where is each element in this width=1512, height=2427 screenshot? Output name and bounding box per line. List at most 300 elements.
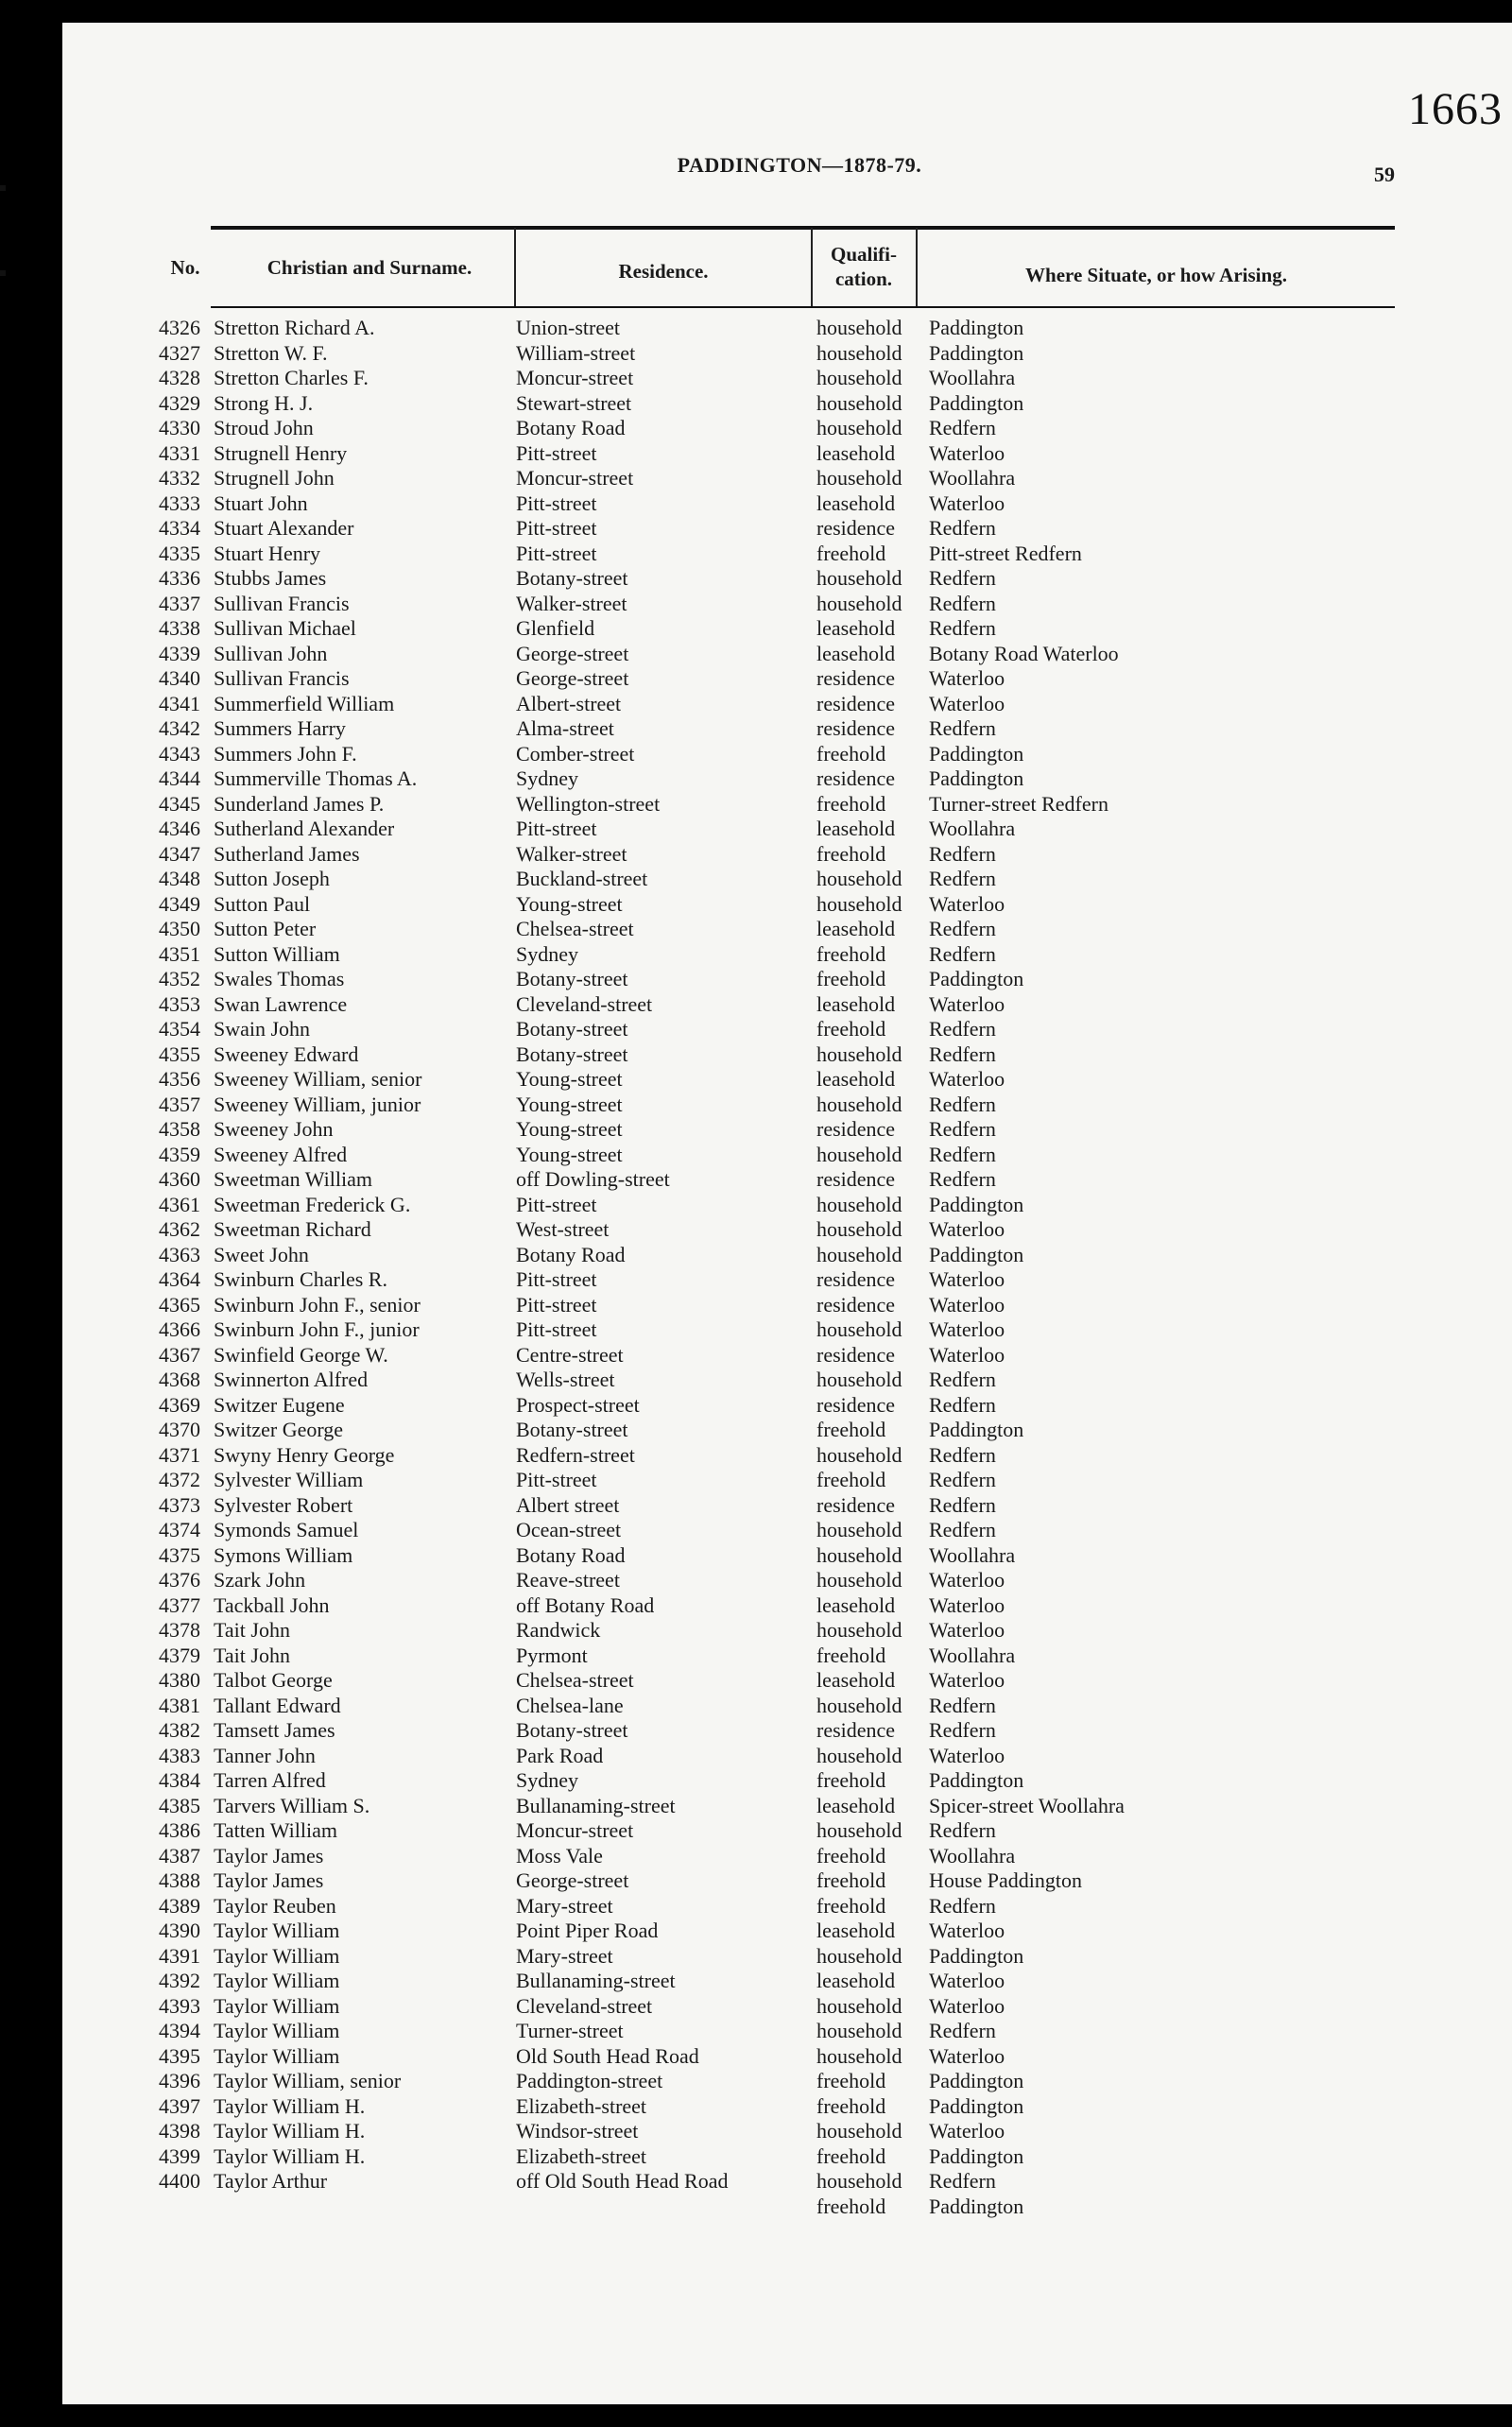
elector-name: Swinburn John F., senior <box>214 1292 421 1317</box>
elector-name: Swinfield George W. <box>214 1342 388 1367</box>
residence: Botany Road <box>516 1242 626 1266</box>
qualification: household <box>816 591 902 615</box>
list-item <box>62 1317 1512 1343</box>
elector-name: Stuart John <box>214 491 308 515</box>
elector-name: Sullivan Francis <box>214 591 350 615</box>
elector-name: Tarren Alfred <box>214 1768 326 1792</box>
where-situate: Redfern <box>929 867 996 890</box>
list-item <box>62 1093 1512 1118</box>
where-situate: Waterloo <box>929 691 1005 715</box>
where-situate: Redfern <box>929 1117 996 1141</box>
elector-name: Sutherland Alexander <box>214 817 395 840</box>
residence: Young-street <box>516 1067 623 1091</box>
elector-name: Sweeney Edward <box>214 1041 359 1066</box>
qualification: household <box>816 416 902 439</box>
residence: Pitt-street <box>516 440 597 465</box>
residence: Pitt-street <box>516 1468 597 1491</box>
qualification: freehold <box>816 1017 886 1041</box>
qualification: freehold <box>816 2093 886 2118</box>
residence: Moncur-street <box>516 466 634 490</box>
qualification: household <box>816 1743 902 1767</box>
where-situate: Redfern <box>929 1442 996 1467</box>
entry-number: 4347 <box>159 841 200 866</box>
residence: Young-street <box>516 1142 623 1166</box>
residence: Sydney <box>516 1768 578 1792</box>
qualification: household <box>816 1442 902 1467</box>
qualification: residence <box>816 691 896 715</box>
elector-name: Summerfield William <box>214 691 395 715</box>
list-item <box>62 1794 1512 1819</box>
entry-number: 4376 <box>159 1568 200 1592</box>
qualification: household <box>816 466 902 490</box>
qualification: household <box>816 366 902 389</box>
qualification: freehold <box>816 541 886 565</box>
entry-number: 4373 <box>159 1492 200 1517</box>
list-item <box>62 1193 1512 1218</box>
residence: Prospect-street <box>516 1392 640 1417</box>
qualification: freehold <box>816 1868 886 1892</box>
entry-number: 4358 <box>159 1117 200 1141</box>
elector-name: Strugnell John <box>214 466 335 490</box>
elector-name: Swan Lawrence <box>214 991 348 1016</box>
entry-number: 4369 <box>159 1392 200 1417</box>
list-item <box>62 716 1512 742</box>
entry-number: 4333 <box>159 491 200 515</box>
page-number: 59 <box>1374 163 1395 186</box>
qualification: freehold <box>816 2069 886 2092</box>
where-situate: Waterloo <box>929 1267 1005 1291</box>
list-item <box>62 2094 1512 2120</box>
list-item <box>62 1718 1512 1744</box>
where-situate: Paddington <box>929 1418 1024 1441</box>
where-situate: Waterloo <box>929 440 1005 465</box>
qualification: household <box>816 867 902 890</box>
where-situate: Paddington <box>929 967 1024 990</box>
list-item <box>62 892 1512 918</box>
elector-name: Switzer George <box>214 1418 344 1441</box>
list-item <box>62 316 1512 341</box>
list-item <box>62 1668 1512 1694</box>
list-item <box>62 566 1512 592</box>
where-situate: Redfern <box>929 1518 996 1541</box>
list-item <box>62 1593 1512 1619</box>
where-situate: Redfern <box>929 591 996 615</box>
margin-mark <box>0 185 6 191</box>
list-item <box>62 1644 1512 1669</box>
residence: Pitt-street <box>516 1292 597 1317</box>
where-situate: Redfern <box>929 716 996 740</box>
entry-number: 4361 <box>159 1192 200 1216</box>
residence: Pitt-street <box>516 1317 597 1341</box>
entry-number: 4336 <box>159 566 200 590</box>
qualification: residence <box>816 516 896 540</box>
elector-name: Tamsett James <box>214 1718 335 1742</box>
where-situate: Paddington <box>929 1943 1024 1968</box>
qualification: freehold <box>816 741 886 766</box>
qualification: residence <box>816 1292 896 1317</box>
list-item <box>62 1568 1512 1593</box>
entry-number: 4328 <box>159 366 200 389</box>
elector-name: Symons William <box>214 1542 353 1567</box>
residence: Point Piper Road <box>516 1919 659 1942</box>
list-item <box>62 1067 1512 1093</box>
elector-name: Taylor William <box>214 2019 340 2042</box>
residence: Sydney <box>516 766 578 790</box>
where-situate: Redfern <box>929 1041 996 1066</box>
stamp-number: 1663 <box>1408 84 1503 134</box>
elector-name: Sweeney William, junior <box>214 1092 421 1116</box>
where-situate: Redfern <box>929 1718 996 1742</box>
entry-number: 4381 <box>159 1693 200 1717</box>
entry-number: 4362 <box>159 1217 200 1241</box>
list-item <box>62 416 1512 441</box>
where-situate: Waterloo <box>929 991 1005 1016</box>
qualification: residence <box>816 1718 896 1742</box>
where-situate: Redfern <box>929 841 996 866</box>
where-situate: Woollahra <box>929 817 1016 840</box>
qualification: freehold <box>816 967 886 990</box>
elector-name: Sullivan John <box>214 641 328 665</box>
entry-number: 4343 <box>159 741 200 766</box>
qualification: household <box>816 1818 902 1842</box>
qualification: leasehold <box>816 1067 896 1091</box>
list-item <box>62 1944 1512 1970</box>
where-situate: Redfern <box>929 1167 996 1191</box>
entry-number: 4378 <box>159 1618 200 1642</box>
entry-number: 4338 <box>159 616 200 640</box>
entry-number: 4384 <box>159 1768 200 1792</box>
residence: Alma-street <box>516 716 614 740</box>
entry-number: 4330 <box>159 416 200 439</box>
list-item <box>62 1994 1512 2020</box>
elector-name: Switzer Eugene <box>214 1392 345 1417</box>
where-situate: Paddington <box>929 1768 1024 1792</box>
elector-name: Summerville Thomas A. <box>214 766 418 790</box>
residence: Botany Road <box>516 416 626 439</box>
entry-number: 4382 <box>159 1718 200 1742</box>
elector-name: Tait John <box>214 1618 290 1642</box>
qualification: residence <box>816 1267 896 1291</box>
where-situate: Waterloo <box>929 1668 1005 1692</box>
where-situate: Waterloo <box>929 1217 1005 1241</box>
where-situate: Redfern <box>929 416 996 439</box>
list-item <box>62 1418 1512 1443</box>
residence: Walker-street <box>516 841 627 866</box>
residence: Elizabeth-street <box>516 2143 647 2168</box>
where-situate: Redfern <box>929 1392 996 1417</box>
elector-name: Sweetman William <box>214 1167 372 1191</box>
entry-number: 4385 <box>159 1793 200 1817</box>
where-situate: Waterloo <box>929 2119 1005 2143</box>
residence: Stewart-street <box>516 390 632 415</box>
where-situate: Waterloo <box>929 1919 1005 1942</box>
residence: off Old South Head Road <box>516 2169 729 2193</box>
header-name: Christian and Surname. <box>266 256 472 279</box>
elector-name: Summers John F. <box>214 741 357 766</box>
entry-number: 4386 <box>159 1818 200 1842</box>
residence: Redfern-street <box>516 1442 635 1467</box>
residence: Mary-street <box>516 1943 613 1968</box>
list-item <box>62 2144 1512 2170</box>
list-item <box>62 1744 1512 1769</box>
qualification: leasehold <box>816 1793 896 1817</box>
qualification: leasehold <box>816 641 896 665</box>
residence: Young-street <box>516 1117 623 1141</box>
entry-number: 4346 <box>159 817 200 840</box>
entry-number: 4380 <box>159 1668 200 1692</box>
entry-number: 4350 <box>159 917 200 940</box>
where-situate: Waterloo <box>929 1743 1005 1767</box>
qualification: household <box>816 2043 902 2068</box>
entry-number: 4340 <box>159 666 200 690</box>
residence: Albert street <box>516 1492 620 1517</box>
list-item <box>62 1818 1512 1844</box>
entry-number: 4367 <box>159 1342 200 1367</box>
qualification: household <box>816 390 902 415</box>
header-qualification: Qualifi- cation. <box>830 243 897 290</box>
elector-name: Sunderland James P. <box>214 791 385 816</box>
entry-number: 4337 <box>159 591 200 615</box>
elector-name: Taylor James <box>214 1868 324 1892</box>
list-item <box>62 1868 1512 1894</box>
qualification: freehold <box>816 791 886 816</box>
elector-name: Swales Thomas <box>214 967 345 990</box>
entry-number: 4357 <box>159 1092 200 1116</box>
list-item <box>62 1468 1512 1493</box>
elector-name: Taylor William <box>214 1969 340 1992</box>
elector-name: Swinburn John F., junior <box>214 1317 420 1341</box>
entry-number: 4329 <box>159 390 200 415</box>
elector-name: Tatten William <box>214 1818 337 1842</box>
list-item <box>62 616 1512 642</box>
residence: Turner-street <box>516 2019 624 2042</box>
elector-name: Sweetman Richard <box>214 1217 371 1241</box>
list-item <box>62 1217 1512 1243</box>
residence: Bullanaming-street <box>516 1969 676 1992</box>
qualification: residence <box>816 1167 896 1191</box>
residence: Moncur-street <box>516 366 634 389</box>
residence: Bullanaming-street <box>516 1793 676 1817</box>
elector-name: Stubbs James <box>214 566 327 590</box>
list-item <box>62 391 1512 417</box>
qualification: leasehold <box>816 616 896 640</box>
residence: Botany Road <box>516 1542 626 1567</box>
entry-number: 4365 <box>159 1292 200 1317</box>
qualification: freehold <box>816 841 886 866</box>
elector-name: Swinnerton Alfred <box>214 1368 369 1391</box>
residence: Comber-street <box>516 741 635 766</box>
elector-name: Symonds Samuel <box>214 1518 359 1541</box>
residence: Young-street <box>516 1092 623 1116</box>
list-item <box>62 1267 1512 1293</box>
qualification: household <box>816 1242 902 1266</box>
residence: Botany-street <box>516 1017 628 1041</box>
list-item <box>62 2069 1512 2094</box>
list-item <box>62 2044 1512 2070</box>
where-situate: Woollahra <box>929 1542 1016 1567</box>
list-item <box>62 817 1512 842</box>
where-situate: Woollahra <box>929 1643 1016 1667</box>
list-item <box>62 792 1512 818</box>
residence: Mary-street <box>516 1893 613 1918</box>
where-situate: Paddington <box>929 2069 1024 2092</box>
where-situate: Redfern <box>929 2019 996 2042</box>
elector-name: Stuart Alexander <box>214 516 354 540</box>
where-situate: Redfern <box>929 516 996 540</box>
entry-number: 4389 <box>159 1893 200 1918</box>
residence: Pitt-street <box>516 1267 597 1291</box>
residence: Cleveland-street <box>516 1993 653 2018</box>
qualification: household <box>816 316 902 339</box>
where-situate: Turner-street Redfern <box>929 791 1108 816</box>
where-situate: Redfern <box>929 616 996 640</box>
qualification: household <box>816 1993 902 2018</box>
entry-number: 4334 <box>159 516 200 540</box>
margin-mark <box>0 270 6 276</box>
list-item <box>62 1844 1512 1869</box>
residence: Sydney <box>516 941 578 966</box>
list-item <box>62 666 1512 692</box>
residence: Glenfield <box>516 616 595 640</box>
list-item <box>62 366 1512 391</box>
residence: Botany-street <box>516 1418 628 1441</box>
page-title: PADDINGTON—1878-79. <box>677 153 922 177</box>
entry-number: 4364 <box>159 1267 200 1291</box>
qualification: leasehold <box>816 817 896 840</box>
entry-number: 4335 <box>159 541 200 565</box>
elector-name: Stretton W. F. <box>214 340 328 365</box>
qualification: household <box>816 1943 902 1968</box>
residence: Union-street <box>516 316 620 339</box>
where-situate: Redfern <box>929 566 996 590</box>
where-situate: Waterloo <box>929 1292 1005 1317</box>
where-situate: Woollahra <box>929 366 1016 389</box>
entry-number: 4342 <box>159 716 200 740</box>
header-top-rule <box>211 226 1395 230</box>
where-situate: Redfern <box>929 1492 996 1517</box>
qualification: household <box>816 2019 902 2042</box>
elector-name: Taylor William <box>214 1919 340 1942</box>
qualification: leasehold <box>816 1668 896 1692</box>
residence: Wellington-street <box>516 791 661 816</box>
entry-number: 4374 <box>159 1518 200 1541</box>
elector-name: Taylor William H. <box>214 2143 366 2168</box>
list-item <box>62 1543 1512 1569</box>
list-item <box>62 2169 1512 2195</box>
elector-name: Tallant Edward <box>214 1693 341 1717</box>
where-situate: Redfern <box>929 1142 996 1166</box>
list-item <box>62 1969 1512 1994</box>
where-situate: Botany Road Waterloo <box>929 641 1119 665</box>
elector-name: Taylor William <box>214 1993 340 2018</box>
elector-name: Summers Harry <box>214 716 346 740</box>
entry-number: 4366 <box>159 1317 200 1341</box>
qualification: freehold <box>816 941 886 966</box>
elector-name: Strong H. J. <box>214 390 314 415</box>
list-item <box>62 1618 1512 1644</box>
header-bottom-rule <box>211 306 1395 308</box>
list-item <box>62 542 1512 567</box>
entry-number: 4375 <box>159 1542 200 1567</box>
where-situate: Paddington <box>929 1192 1024 1216</box>
entry-number: 4372 <box>159 1468 200 1491</box>
list-item <box>62 1243 1512 1268</box>
entry-number: 4400 <box>159 2169 200 2193</box>
elector-name: Sutton Joseph <box>214 867 330 890</box>
where-situate: Pitt-street Redfern <box>929 541 1082 565</box>
qualification: household <box>816 1041 902 1066</box>
residence: Ocean-street <box>516 1518 622 1541</box>
elector-name: Sutton Paul <box>214 891 311 916</box>
entry-number: 4344 <box>159 766 200 790</box>
qualification: freehold <box>816 2194 886 2218</box>
entry-number: 4395 <box>159 2043 200 2068</box>
qualification: freehold <box>816 1843 886 1868</box>
qualification: freehold <box>816 2143 886 2168</box>
residence: Buckland-street <box>516 867 648 890</box>
elector-name: Sweeney John <box>214 1117 334 1141</box>
list-item <box>62 766 1512 792</box>
list-item <box>62 2019 1512 2044</box>
where-situate: Paddington <box>929 2194 1024 2218</box>
entry-number: 4390 <box>159 1919 200 1942</box>
list-item <box>62 842 1512 868</box>
entry-number: 4359 <box>159 1142 200 1166</box>
where-situate: Waterloo <box>929 2043 1005 2068</box>
elector-name: Stroud John <box>214 416 314 439</box>
where-situate: Redfern <box>929 1368 996 1391</box>
elector-name: Taylor William H. <box>214 2119 366 2143</box>
list-item <box>62 2195 1512 2220</box>
where-situate: Waterloo <box>929 1568 1005 1592</box>
entry-number: 4392 <box>159 1969 200 1992</box>
elector-name: Sullivan Michael <box>214 616 356 640</box>
entry-number: 4397 <box>159 2093 200 2118</box>
residence: Paddington-street <box>516 2069 663 2092</box>
elector-name: Sutherland James <box>214 841 360 866</box>
entry-number: 4341 <box>159 691 200 715</box>
entry-number: 4327 <box>159 340 200 365</box>
entry-number: 4371 <box>159 1442 200 1467</box>
list-item <box>62 592 1512 617</box>
list-item <box>62 1042 1512 1068</box>
residence: Pitt-street <box>516 516 597 540</box>
entry-number: 4353 <box>159 991 200 1016</box>
entry-number: 4368 <box>159 1368 200 1391</box>
list-item <box>62 466 1512 491</box>
qualification: leasehold <box>816 1969 896 1992</box>
entry-number: 4326 <box>159 316 200 339</box>
list-item <box>62 692 1512 717</box>
where-situate: Woollahra <box>929 466 1016 490</box>
list-item <box>62 1017 1512 1042</box>
list-item <box>62 1694 1512 1719</box>
qualification: leasehold <box>816 1592 896 1617</box>
list-item <box>62 1493 1512 1519</box>
list-item <box>62 1443 1512 1469</box>
residence: Old South Head Road <box>516 2043 699 2068</box>
entry-number: 4355 <box>159 1041 200 1066</box>
entry-number: 4383 <box>159 1743 200 1767</box>
elector-name: Sweetman Frederick G. <box>214 1192 411 1216</box>
qualification: household <box>816 1518 902 1541</box>
entry-number: 4351 <box>159 941 200 966</box>
list-item <box>62 1167 1512 1193</box>
list-item <box>62 742 1512 767</box>
elector-name: Tarvers William S. <box>214 1793 370 1817</box>
header-residence: Residence. <box>618 260 709 283</box>
list-item <box>62 341 1512 367</box>
